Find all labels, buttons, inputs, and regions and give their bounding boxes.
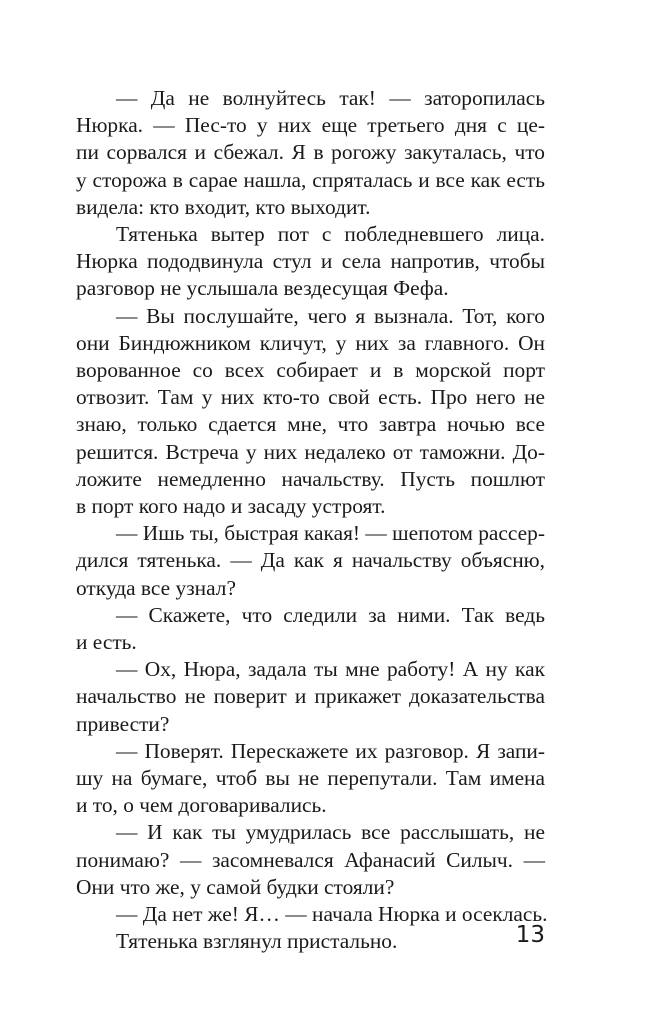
text-line: Тятенька взглянул пристально. — [116, 929, 398, 954]
text-line: начальство не поверит и прикажет доказательства — [76, 684, 545, 709]
text-line: ложите немедленно начальству. Пусть пошлют — [76, 466, 545, 491]
text-line: ворованное со всех собирает и в морской порт — [76, 358, 545, 382]
text-line: они Биндюжником кличут, у них за главного. Он — [76, 330, 545, 355]
text-line: привести? — [76, 711, 170, 736]
text-line: отвозит. Там у них кто-то свой есть. Про него не — [76, 385, 545, 410]
text-line: разговор не услышала вездесущая Фефа. — [76, 276, 449, 301]
text-line: шу на бумаге, чтоб вы не перепутали. Там имена — [76, 766, 545, 790]
text-line: — Да не волнуйтесь так! — заторопилась — [116, 86, 545, 110]
text-line: — Вы послушайте, чего я вызнала. Тот, кого — [116, 303, 545, 328]
text-line: решится. Встреча у них недалеко от таможни. До- — [76, 439, 545, 464]
text-line: у сторожа в сарае нашла, спряталась и все как есть — [76, 167, 545, 192]
text-line: — Скажете, что следили за ними. Так ведь — [116, 602, 545, 627]
text-line: — Ишь ты, быстрая какая! — шепотом рассер- — [116, 521, 545, 546]
text-line: Нюрка. — Пес-то у них еще третьего дня с це- — [76, 113, 545, 138]
text-line: — Поверят. Перескажете их разговор. Я запи- — [116, 738, 545, 763]
text-line: пи сорвался и сбежал. Я в рогожу закуталась, что — [76, 140, 545, 165]
text-line: в порт кого надо и засаду устроят. — [76, 494, 386, 518]
text-line: — Ох, Нюра, задала ты мне работу! А ну как — [116, 657, 545, 682]
text-line: откуда все узнал? — [76, 575, 236, 600]
page-number: 13 — [515, 922, 545, 948]
text-line: видела: кто входит, кто выходит. — [76, 194, 371, 219]
text-line: Нюрка пододвинула стул и села напротив, чтобы — [76, 249, 545, 274]
text-line: дился тятенька. — Да как я начальству объясню, — [76, 548, 545, 573]
text-line: и есть. — [76, 630, 137, 654]
text-line: знаю, только сдается мне, что завтра ночью все — [76, 412, 545, 437]
text-line: — И как ты умудрилась все расслышать, не — [116, 820, 545, 845]
text-line: понимаю? — засомневался Афанасий Силыч. — — [76, 847, 545, 872]
text-line: — Да нет же! Я… — начала Нюрка и осеклась. — [116, 902, 548, 926]
text-line: Они что же, у самой будки стояли? — [76, 874, 395, 899]
text-line: Тятенька вытер пот с побледневшего лица. — [116, 222, 545, 246]
text-line: и то, о чем договаривались. — [76, 793, 327, 818]
